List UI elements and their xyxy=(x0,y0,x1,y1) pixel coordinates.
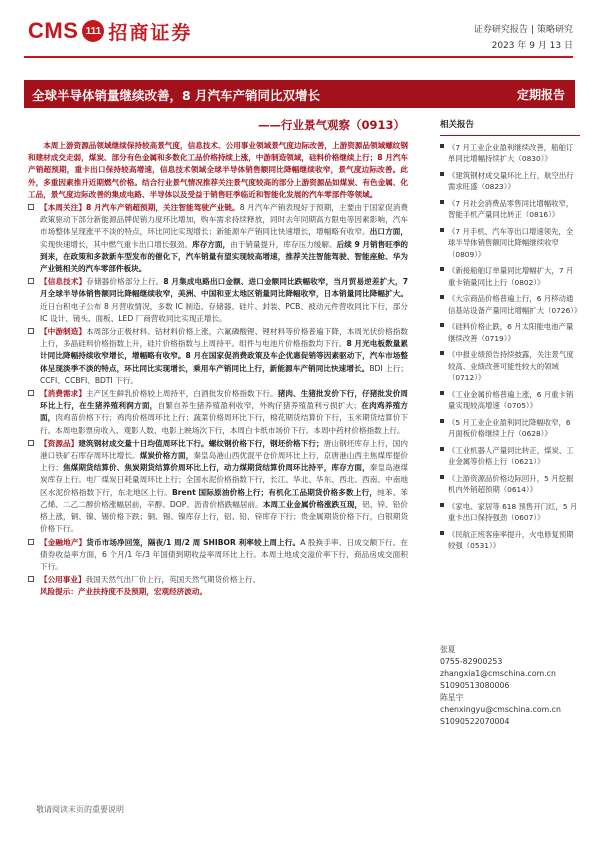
section-consumer xyxy=(28,388,408,437)
section-highlight: 建筑钢材成交量十日均值周环比下行。螺纹钢价格下行，钢坯价格下行； xyxy=(78,438,324,448)
section-tag: 【公用事业】 xyxy=(40,575,86,585)
section-highlight: 后续 9 月销售旺季的到来，在政策和多款新车型发布的催化下，汽车销量有望实现较高增速，推荐关注智能驾驶、智能座舱、华为产业链相关的汽车零部件板块。 xyxy=(40,239,409,274)
section-tag: 【资源品】 xyxy=(40,438,79,448)
section-highlight: 煤炭价格方面， xyxy=(139,451,194,461)
checkbox-bullet-icon xyxy=(28,278,34,284)
section-body: 自繁自养生猪养殖盈利收窄，外购仔猪养殖盈利亏损扩大； xyxy=(157,401,361,411)
section-body: 纯苯、苯乙烯、二乙二醇价格涨幅居前，辛醇、DOP、沥青价格跌幅居前。 xyxy=(40,487,408,509)
risk-text: 产业扶持度不及预期，宏观经济波动。 xyxy=(77,587,208,597)
section-tag: 【信息技术】 xyxy=(40,277,87,287)
section-finance xyxy=(28,537,408,574)
title-banner xyxy=(24,80,575,108)
section-tag: 【本周关注】 xyxy=(40,203,87,213)
checkbox-bullet-icon xyxy=(28,440,34,446)
analyst-info: 陈星宇 xyxy=(440,693,464,702)
related-report-link[interactable]: 《7 月手机、汽车等出口增速领先，全球半导体销售额同比降幅继续收窄（0809）》 xyxy=(440,226,580,261)
section-focus xyxy=(28,202,408,275)
header-divider xyxy=(24,56,573,58)
checkbox-bullet-icon xyxy=(28,204,34,210)
section-tag: 【中游制造】 xyxy=(40,327,87,337)
section-highlight: 在肉鸡养殖方面， xyxy=(40,401,409,423)
section-body: A 股换手率、日成交额下行。在债券收益率方面，6 个月/1 年/3 年国债到期收益率周环比上行。本周土地成交溢价率下行，商品房成交面积下行。 xyxy=(40,537,408,571)
checkbox-bullet-icon xyxy=(28,576,34,582)
section-body: 实现快速增长，其中燃气重卡出口增长强劲。 xyxy=(40,239,193,249)
section-highlight: 8 月光电板数量累计同比降幅持续收窄增长，增幅略有收窄。8 月在国家促消费政策及车企优惠促销等因素驱动下，汽车市场整体呈现淡季不淡的特点，环比同比实现增长，乘用车产销同比上行，新能源车产销同比快速增长。 xyxy=(40,339,408,373)
related-reports-heading: 相关报告 xyxy=(440,120,580,136)
logo-text-cn: 招商证券 xyxy=(108,21,193,44)
section-utilities xyxy=(28,574,408,598)
header-meta xyxy=(474,22,573,54)
section-body: 秦皇岛港煤炭库存上行。电厂煤炭日耗量周环比上行；全国水泥价格指数下行，长江、华北、华东、西北、西南、中南地区水泥价格指数下行，东北地区上行。 xyxy=(40,463,409,497)
logo-mark-icon: 111 xyxy=(82,20,104,42)
section-highlight: 货币市场净回笼，隔夜/1 周/2 周 SHIBOR 利率较上周上行。 xyxy=(86,537,301,547)
report-type: 证券研究报告 xyxy=(473,25,528,35)
section-subhead: 出口方面， xyxy=(369,227,409,237)
main-content xyxy=(28,140,408,599)
section-body: 8 月汽车产销表现好于预期，主要由于国家促消费政策驱动下部分新能源品牌促销力度环比增加，购车需求持续释放，同时去年同期高方限电等因素影响，汽车市场整体呈现涨平不淡的特点，环比同比实现增长；新能源车产销同比快速增长，增幅略有收窄。 xyxy=(40,203,408,237)
section-highlight: 8 月集成电路出口金额、进口金额同比跌幅收窄，当月贸易逆差扩大，7 月全球半导体销售额同比降幅继续收窄，美洲、中国和亚太地区销量同比降幅收窄，日本销量同比降幅扩大。 xyxy=(40,277,409,299)
analyst-info: S1090522070004 xyxy=(440,717,510,726)
section-highlight: 猪肉、生猪批发价下行，仔猪批发价周环比上行，在生猪养殖利润方面， xyxy=(40,389,409,411)
section-highlight: Brent 国际原油价格上行；有机化工品期货价格多数上行， xyxy=(172,487,378,497)
section-info-tech xyxy=(28,276,408,325)
section-lead: 8 月汽车产销超预期，关注智能驾驶产业链。 xyxy=(86,203,240,213)
related-report-link[interactable]: 《民航正班客座率提升，火电修复预期较强（0531）》 xyxy=(440,529,580,552)
section-tag: 【金融地产】 xyxy=(40,537,87,547)
header-separator: | xyxy=(530,25,534,35)
analyst-info: 0755-82900253 xyxy=(440,657,503,666)
report-title: 全球半导体销量继续改善，8 月汽车产销同比双增长 xyxy=(32,88,321,103)
checkbox-bullet-icon xyxy=(28,390,34,396)
section-body: 由于销量提升，库存压力缓解。 xyxy=(230,239,337,249)
report-tag: 定期报告 xyxy=(516,88,565,102)
contact-list xyxy=(440,644,580,728)
risk-label: 风险提示： xyxy=(40,587,78,597)
section-highlight: 本周工业金属价格涨跌互现， xyxy=(262,499,363,509)
related-report-link[interactable]: 《上游资源品价格边际回升，5 月挖掘机内外销超预期（0614）》 xyxy=(440,473,580,496)
section-midstream xyxy=(28,326,408,387)
related-report-link[interactable]: 《大宗商品价格普遍上行，6 月移动通信基站设备产量同比增幅扩大（0726）》 xyxy=(440,293,580,316)
section-body: 我国天然气出厂价上行，英国天然气期货价格上行。 xyxy=(85,575,261,585)
section-subhead: 库存方面， xyxy=(192,239,231,249)
section-resources xyxy=(28,438,408,536)
section-highlight: 焦煤期货结算价、焦炭期货结算价周环比上行，动力煤期货结算价周环比持平，库存方面， xyxy=(62,463,370,473)
related-report-link[interactable]: 《工业机器人产量同比转正，煤炭、工业金属等价格上行（0621）》 xyxy=(440,445,580,468)
related-report-link[interactable]: 《7 月工业企业盈利继续改善，船舶订单同比增幅持续扩大（0830）》 xyxy=(440,142,580,165)
related-report-link[interactable]: 《硅料价格止跌，6 月太阳能电池产量继续改善（0719）》 xyxy=(440,321,580,344)
logo-text-en: CMS xyxy=(28,18,79,43)
analyst-contacts xyxy=(440,644,580,728)
section-body: 主产区生鲜乳价格较上周持平，白酒批发价格指数下行。 xyxy=(86,389,278,399)
related-report-link[interactable]: 《建筑钢材成交量环比上行，航空出行需求旺盛（0823）》 xyxy=(440,170,580,193)
company-logo xyxy=(28,18,192,44)
analyst-info: S1090513080006 xyxy=(440,681,510,690)
report-category: 策略研究 xyxy=(536,25,573,35)
related-report-link[interactable]: 《新接船舶订单量同比增幅扩大，7 月重卡销量同比上行（0802）》 xyxy=(440,265,580,288)
section-body: 唐山钢坯库存上行，国内港口铁矿石库存周环比增长。 xyxy=(40,438,409,461)
analyst-email-link[interactable]: chenxingyu@cmschina.com.cn xyxy=(440,705,561,714)
section-body: 秦皇岛港山西优混平仓价周环比上行，京唐港山西主焦煤库提价上行； xyxy=(40,451,409,473)
analyst-info: 张夏 xyxy=(440,645,456,654)
section-body: 本周部分正极材料、钴材料价格上涨，六氟磷酸锂、锂材料等价格普遍下降，本周光伏价格指数上行，多晶硅料价格指数上升，硅片价格指数与上周持平。组件与电池片价格指数均下行。 xyxy=(40,327,409,349)
related-report-link[interactable]: 《家电、家居等 618 预售开门红，5 月重卡出口保持强劲（0607）》 xyxy=(440,501,580,524)
section-body: 铝、锌、铅价格上涨，铜、镍、锡价格下跌；铜、锡、镍库存上行，铝、铅、锌库存下行；贵金属期货价格下行，白银期货价格下行。 xyxy=(40,499,409,534)
related-report-link[interactable]: 《中报业绩预告持续披露，关注景气度较高、业绩改善可能性较大的领域（0712）》 xyxy=(440,349,580,384)
footer-note: 敬请阅读末页的重要说明 xyxy=(36,805,124,814)
checkbox-bullet-icon xyxy=(28,328,34,334)
section-body: 肉鸡苗价格下行；鸡肉价格周环比上行；蔬菜价格周环比下行，棉花期货结算价下行，玉米期货结算价下行。本周电影票房收入、观影人数、电影上映场次下行，本周白卡纸市场价下行。本周中药材价格指数上行。 xyxy=(40,413,409,435)
related-report-link[interactable]: 《7 月社会消费品零售同比增幅收窄，智能手机产量同比转正（0816）》 xyxy=(440,198,580,221)
related-reports xyxy=(440,120,580,557)
related-report-link[interactable]: 《工业金属价格普遍上涨，6 月重卡销量实现较高增速（0705）》 xyxy=(440,389,580,412)
section-body: 近日台积电子公布 8 月营收情况，多数 IC 制造、存储器、硅片、封装、PCB、被动元件营收同比下行，部分 IC 设计、镜头、面板、LED 厂商营收同比实现正增长。 xyxy=(40,301,408,323)
summary-paragraph: 本周上游资源品领域继续保持较高景气度，信息技术、公用事业领域景气度边际改善，上游资源品领域螺纹钢和建材成交走弱，煤炭、部分有色金属和多数化工品价格持续上涨，中游制造领域，硅料价格继续上行；8 月汽车产销超预期，重卡出口保持较高增速，信息技术领域全球半导体销售额同比降幅继续收窄，景气度边际改善。此外，多重因素推升近期燃气价格。结合行业景气情况推荐关注景气度较高的部分上游资源品如煤炭、有色金属、化工品，景气度边际改善的集成电路、半导体以及受益于销售旺季临近和智能化发展的汽车零部件等领域。 xyxy=(28,141,409,199)
related-report-link[interactable]: 《5 月工业企业盈利同比降幅收窄，6 月面板价格继续上行（0628）》 xyxy=(440,417,580,440)
section-body: 存储器价格部分上行。 xyxy=(86,277,164,287)
related-reports-list xyxy=(440,142,580,552)
report-subtitle: ——行业景气观察（0913） xyxy=(257,118,405,132)
report-date: 2023 年 9 月 13 日 xyxy=(491,41,573,51)
section-tag: 【消费需求】 xyxy=(40,389,87,399)
section-body: BDI 上行；CCFI、CCBFI、BDTI 下行。 xyxy=(40,363,408,385)
analyst-email-link[interactable]: zhangxia1@cmschina.com.cn xyxy=(440,669,556,678)
checkbox-bullet-icon xyxy=(28,539,34,545)
